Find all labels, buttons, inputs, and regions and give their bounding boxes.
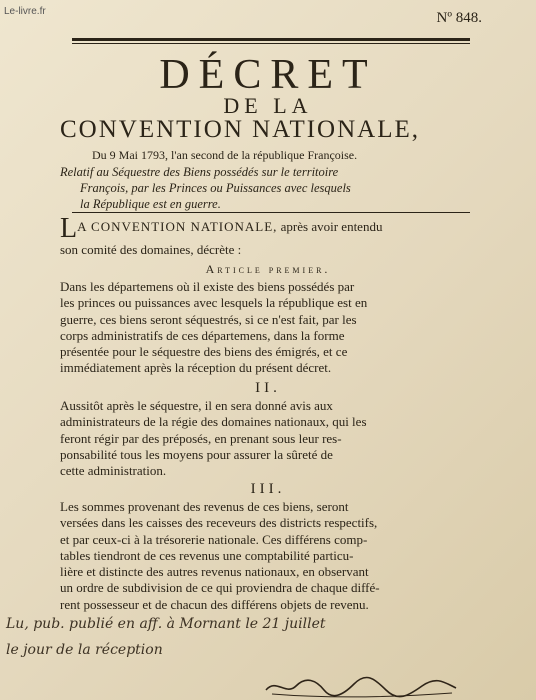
- article-line: les princes ou puissances avec lesquels la république est en: [60, 295, 368, 311]
- intro-paragraph: [60, 213, 440, 258]
- subject-line: Relatif au Séquestre des Biens possédés sur le territoire: [60, 165, 339, 179]
- article-line: guerre, ces biens seront séquestrés, si ce n'est fait, par les: [60, 311, 357, 327]
- article-1-heading: Article premier.: [205, 262, 331, 276]
- document-number: Nº 848.: [436, 10, 482, 26]
- article-line: Dans les départemens où il existe des biens possédés par: [60, 279, 355, 294]
- intro-line: son comité des domaines, décrète :: [60, 242, 242, 257]
- article-line: présentée pour le séquestre des biens des émigrés, et ce: [60, 344, 348, 360]
- article-line: feront régir par des préposés, en prenant sous leur res-: [60, 430, 342, 446]
- article-line: corps administratifs de ces départemens, dans la forme: [60, 327, 345, 343]
- article-2-text: [60, 398, 440, 479]
- title-convention: CONVENTION NATIONALE,: [60, 116, 421, 143]
- handwritten-note-line-1: Lu, pub. publié en aff. à Mornant le 21 juillet: [6, 616, 326, 632]
- article-line: rent possesseur et de chacun des différens objets de revenu.: [60, 596, 369, 612]
- article-2-heading: II.: [255, 380, 281, 396]
- title-decret: DÉCRET: [159, 52, 377, 98]
- top-rule-thin: [72, 43, 470, 44]
- article-line: ponsabilité tous les moyens pour assurer la sûreté de: [60, 446, 333, 462]
- article-line: Les sommes provenant des revenus de ces biens, seront: [60, 499, 349, 514]
- title-de-la: DE LA: [223, 93, 313, 118]
- article-3-text: [60, 499, 440, 613]
- date-line: Du 9 Mai 1793, l'an second de la république Françoise.: [92, 148, 358, 162]
- article-line: tables tiendront de ces revenus une comptabilité particu-: [60, 547, 354, 563]
- subject-block: [60, 164, 480, 212]
- subject-line: la République est en guerre.: [80, 197, 221, 211]
- handwritten-note-line-2: le jour de la réception: [6, 642, 163, 658]
- intro-smallcaps: A CONVENTION NATIONALE,: [77, 219, 278, 234]
- top-rule: [72, 38, 470, 41]
- section-rule: [72, 212, 470, 213]
- intro-text: après avoir entendu: [277, 219, 383, 234]
- watermark: Le-livre.fr: [4, 6, 46, 17]
- dropcap: L: [60, 213, 78, 244]
- article-line: un ordre de subdivision de ce qui proviendra de chaque diffé-: [60, 580, 380, 596]
- article-line: Aussitôt après le séquestre, il en sera donné avis aux: [60, 398, 333, 413]
- article-1-text: [60, 279, 440, 377]
- article-line: versées dans les caisses des receveurs des districts respectifs,: [60, 515, 378, 531]
- article-line: et par ceux-ci à la trésorerie nationale. Ces différens comp-: [60, 531, 368, 547]
- article-line: immédiatement après la réception du présent décret.: [60, 360, 332, 376]
- subject-line: François, par les Princes ou Puissances avec lesquels: [80, 181, 351, 195]
- article-line: cette administration.: [60, 463, 167, 479]
- signature-mark: [262, 676, 462, 698]
- article-3-heading: III.: [250, 481, 286, 497]
- article-line: lière et distincte des autres revenus nationaux, en observant: [60, 564, 369, 580]
- article-line: administrateurs de la régie des domaines nationaux, qui les: [60, 414, 367, 430]
